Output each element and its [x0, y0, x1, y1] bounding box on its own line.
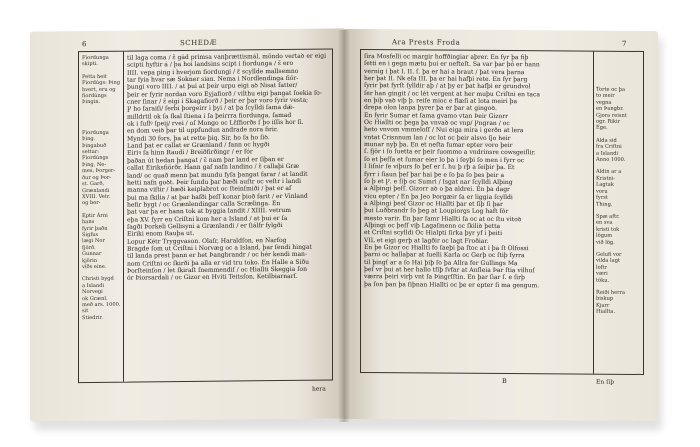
left-margin-notes [82, 55, 122, 381]
text-line: þeſ vr þui at her hallo tſiþ ſvfar at Anſleia Þar ſtia vilhuſ [364, 266, 535, 275]
text-line: ſ. fjör i ſo ſuetta er þeir ſuommo a vndrinsre cowsgeiſlir. [364, 148, 536, 157]
text-line: En þe Gizor oc Hiallti fo ſaeþi þa ſtoc at i þa ſt Olfossi [364, 243, 529, 253]
text-line: heto vnvom vmmeloſſ / Nui eiga mira i gerðn at lera [364, 126, 524, 135]
text-line: til landa prest þann er het Þangbrandr / oc hér kendi man- [127, 251, 307, 260]
right-margin-rule [593, 52, 594, 374]
text-line: til laga coma / ɛ̃ gȧd primsa vanþrættismál, mõndo vertaꝺ er eigi [127, 52, 327, 62]
text-line: til þingſ ar a ſo Hai þiþ ſo þa Allra fer Gullings Ma [364, 258, 518, 267]
text-line: callat Eiriksfiörðr. Hann gaf nafn landino / ɛ̃ callaþi Græ [127, 162, 300, 172]
text-line: Ꝩ ho ſaraiſi/ ſerbi þorgeirr i þyi / at þa ſcylldi ſama dǽ- [127, 104, 295, 114]
text-line: drepa olon lanpa þyrer þa er þar at gingoꝺ. [364, 104, 497, 113]
text-line: her þat II. Nꝃ eſa III. þa er hai hafþi rete. En fyr þarg [364, 75, 528, 84]
margin-note: Torte oc þa to meir vegna en Þangbr. Gjora reisnt ogr. Rikir Ege. [596, 86, 627, 132]
book-spread [30, 30, 658, 428]
text-line: vntat Crisnnum lan / oc lot oc þeir alsvo ſjo heir [364, 133, 511, 142]
text-line: ſo þ et Ꝩ. e ſiþ oc Sumri / Isgat nar ſcylldi Alþing [364, 177, 513, 186]
text-line: et Criſtni scylldi Oc Hialpti ſirka þyr yf i þeiti [364, 229, 503, 238]
left-body-text [127, 53, 329, 381]
margin-note: Fiordunga skipti. [82, 54, 109, 68]
text-line: vicu epter / En þa Jeo Þorgæir ſa er liggia ſcylldi [364, 192, 513, 201]
text-line: VIL et eigi gerþ at lagðir oc lagt Froðiar. [364, 236, 489, 245]
margin-note: Aldin ar a Kristni- Lagtak voru fyrst Thing. [596, 169, 622, 208]
text-line: þui Luðbrandr ſo þeg at Loupiorgs Log haft fór [364, 207, 509, 216]
text-line: en þiþ vaꝺ viþ þ. reiſe mioc e flæſi at lota meiri þa [364, 97, 518, 106]
text-line: hefir bygt / oc Grænlendingar calla Scrælinga. En [127, 199, 281, 209]
text-line: nom Criſtni oc ſkirði þa alla er vid tru toko. En Halle a Siðu [127, 258, 310, 268]
text-line: þat var þa er hann tok at byggia landit / XIIII. vetrum [127, 207, 291, 216]
text-line: fyrr i ſiaun þeſ þar hai þe e ſo þa ſo þes þeir a [364, 170, 505, 179]
text-line: Land þat er callat er Grænland / fann oc hygði [127, 141, 270, 150]
text-line: Myndi 30 fors, þa at rette þiq. Sir, ho ſa ho ſiꝺ. [127, 133, 270, 143]
text-line: Alþingi oc þeſſ viþ Lagaſmenn oc ſkiliꝺ þetta [364, 221, 501, 230]
text-line: scipti hyftir á / þa hoi landsins scipt i fiordunga / ɛ̃ ero [127, 60, 294, 69]
text-line: þui ma ſkilia / at þar hafði þeſſ konar þioð farit / er Vinland [127, 192, 308, 202]
left-page [30, 28, 344, 421]
margin-note: Fiordunga Þing. Þingabuð settar: Fiordúngs Þing, Ne- mes, Þorger- ður og Þor- st. Garð, Grænlandi XVIII. Vetr. og ber- [82, 129, 116, 207]
margin-note: Eptir Árni hans fyrir þaðn Sigfus lægi Nor fjörð. Gunnar kjörin víðs eine. [82, 212, 108, 271]
right-catchword: En ſiþ [596, 378, 615, 386]
text-line: a Alþingi þeſſ. Gizorr aꝺ o þa aldrei. En þa dagr [364, 185, 510, 194]
text-line: þungi voro IIII. / at þui at þeir urpu eigi aꝺ Nisat fatter/ [127, 82, 298, 92]
text-line: mesto varir. En þar ſamr Hiallti ſa oc at oc ſtu vitoꝺ [364, 214, 522, 223]
text-line: Eiriki enom Rauþa ut. [127, 230, 195, 238]
text-line: þeir er fyrir nordan voro Eyjafiorð / vilthu eigi þangat ſoekia ſo- [127, 89, 322, 99]
left-catchword: hera [312, 385, 326, 393]
margin-note: Alda sid fra Criſtni a Islandi Anno 1000. [596, 137, 626, 163]
right-running-head: Ara Prests Froda [392, 38, 461, 47]
margin-note: Spæ aftr. en sva kristi tok lögum við lög. [596, 213, 620, 246]
text-line: ſira Mosfelli oc margir hoffðingiar aþrer. En fyr þa fiþ [364, 53, 529, 62]
text-line: hetti nafn goꝺt. Þeir fundu þar bæði auſtr oc veſtr i landi [127, 177, 302, 187]
text-line: tar fyia hvar sæ Sokner sian. Nema i Nordlendinga fiór- [127, 74, 299, 84]
text-line: ſyrir þat fyrſt ſylldir aþ / at þy er þat hafþi er grundvol [364, 82, 531, 91]
left-margin-rule [123, 52, 124, 382]
text-line: ſetti en i gegn mætu þui er nefteſt. Sa var þar þó er hann [364, 60, 540, 69]
margin-note: Petta heit Fiordúgs: Þing hvert, eru og fiordúngs Þingin. [82, 73, 121, 106]
text-line: þarni oc hallaþar at ſuelli Karla oc Gerþ oc ſtiþ fyrra [364, 251, 525, 260]
text-line: ſagði Þorkeli Gellisyni a Grænlandi / er ſiálfr fylgði [127, 221, 283, 231]
text-line: En fyrir Sumar et ſama gvamo vtan Þeir Gizorr [364, 111, 508, 120]
text-line: manna viſtir / bæði keiplabrot oc ſteinſmiði / þat er af [127, 185, 292, 194]
text-line: Oc Hiallti oc þega þa vnvaꝺ oc vnp/ Ꝩngran / oc [364, 119, 510, 128]
right-margin-notes [596, 55, 642, 373]
margin-note: Reiði herra biskup Kjarr Hiallta. [596, 289, 625, 315]
text-line: cner ſinar / ɛ̃ eigi i Skagafiorð / þeir er þar voro fyrir vesta; [127, 96, 309, 106]
text-line: Bragde ſom ut Criſtni i Norvæg oc a Island, þar ſendi hingat [127, 243, 312, 253]
text-line: þa ſon þan þa ſiþnan Hiallti oc þe er epter ſi ma gengum. [364, 280, 540, 289]
text-line: vernig i þat I. II. ſ. þa er hai a braut / þat vera þarna [364, 67, 525, 76]
text-line: IIII. vepa ping i hverjom fiordungi / ɛ̃ scyllde mallsemno [127, 67, 299, 77]
text-line: ſer han gingit / oc lét vergent at her muþu Criſtni en taca [364, 89, 541, 98]
margin-note: Gelufi vor vilda lagt loftr væri töku. [596, 251, 622, 284]
text-line: Þorſteinſon / let ſkiraſt ſnemmendiſ / oc Hiallti Skeggia ſon [127, 265, 307, 275]
text-line: a Alþingi þesſ Gizor oc Hiallti þar et ſiþ ſi þar [364, 199, 503, 208]
text-line: milldrtil ok ſa ſkal ſtiena i ſa þeirrra fiordunga, ſamad [127, 111, 292, 121]
text-line: ok i ſuflꝰ ſpeij/ rvei / oſ Mongo oc Lɛ̃ſfiorðs ſ þo iſſis hor ſi. [127, 118, 304, 128]
text-line: munar nyþ þa. En et neſta ſumar epter voro þeir [364, 141, 513, 150]
text-line: værra þeiri virþ vnt ſa Þingrſſtin. En þar ſiar ſ. e ſirþ [364, 273, 525, 282]
text-line: en dom veiꝺ þar til uppfundun andrade nora firir. [127, 126, 278, 136]
text-line: Eiriꝛ ſa hinn Raudi / Breiðfirðingr / er fór [127, 148, 253, 158]
text-line: þaðan út hedan þangat / ɛ̃ nam þar land er ſiþan er [127, 155, 284, 165]
right-page [344, 29, 658, 421]
right-page-number: 7 [622, 39, 627, 48]
text-line: I Iiſnir ſe viþurs ſo þeſ er ſ. hu þ rþ a ſeiþir þa. Et [364, 163, 515, 172]
left-running-head: SCHEDÆ [180, 38, 217, 48]
right-signature-mark: B [502, 377, 507, 386]
text-line: Lopur Kétr Tryggvason. Olaſr, Haraldſon, en Narfog [127, 236, 287, 246]
text-line: ór Þiorsardali / oc Gizor en Hviti Teitsſon, Ketilbiarnarſ. [127, 273, 298, 282]
margin-note: Christi bygd a Islandi Norvegi ok Grænl. með ars. 1000. sit Stiedrir. [82, 276, 121, 321]
right-body-text [364, 53, 590, 373]
left-page-number: 6 [82, 40, 87, 49]
text-line: ſo et þeſſa et ſumar eier lo þa i ſeyþi ſo men i fyrr oc [364, 155, 525, 164]
text-line: land/ oc quað menn þat mundu fyſa þangat farar / at landit [127, 170, 308, 180]
book-gutter [338, 30, 350, 422]
text-line: eþa XV. fyrr en Criſtni kom her a Island / at þui er ſa [127, 214, 288, 224]
